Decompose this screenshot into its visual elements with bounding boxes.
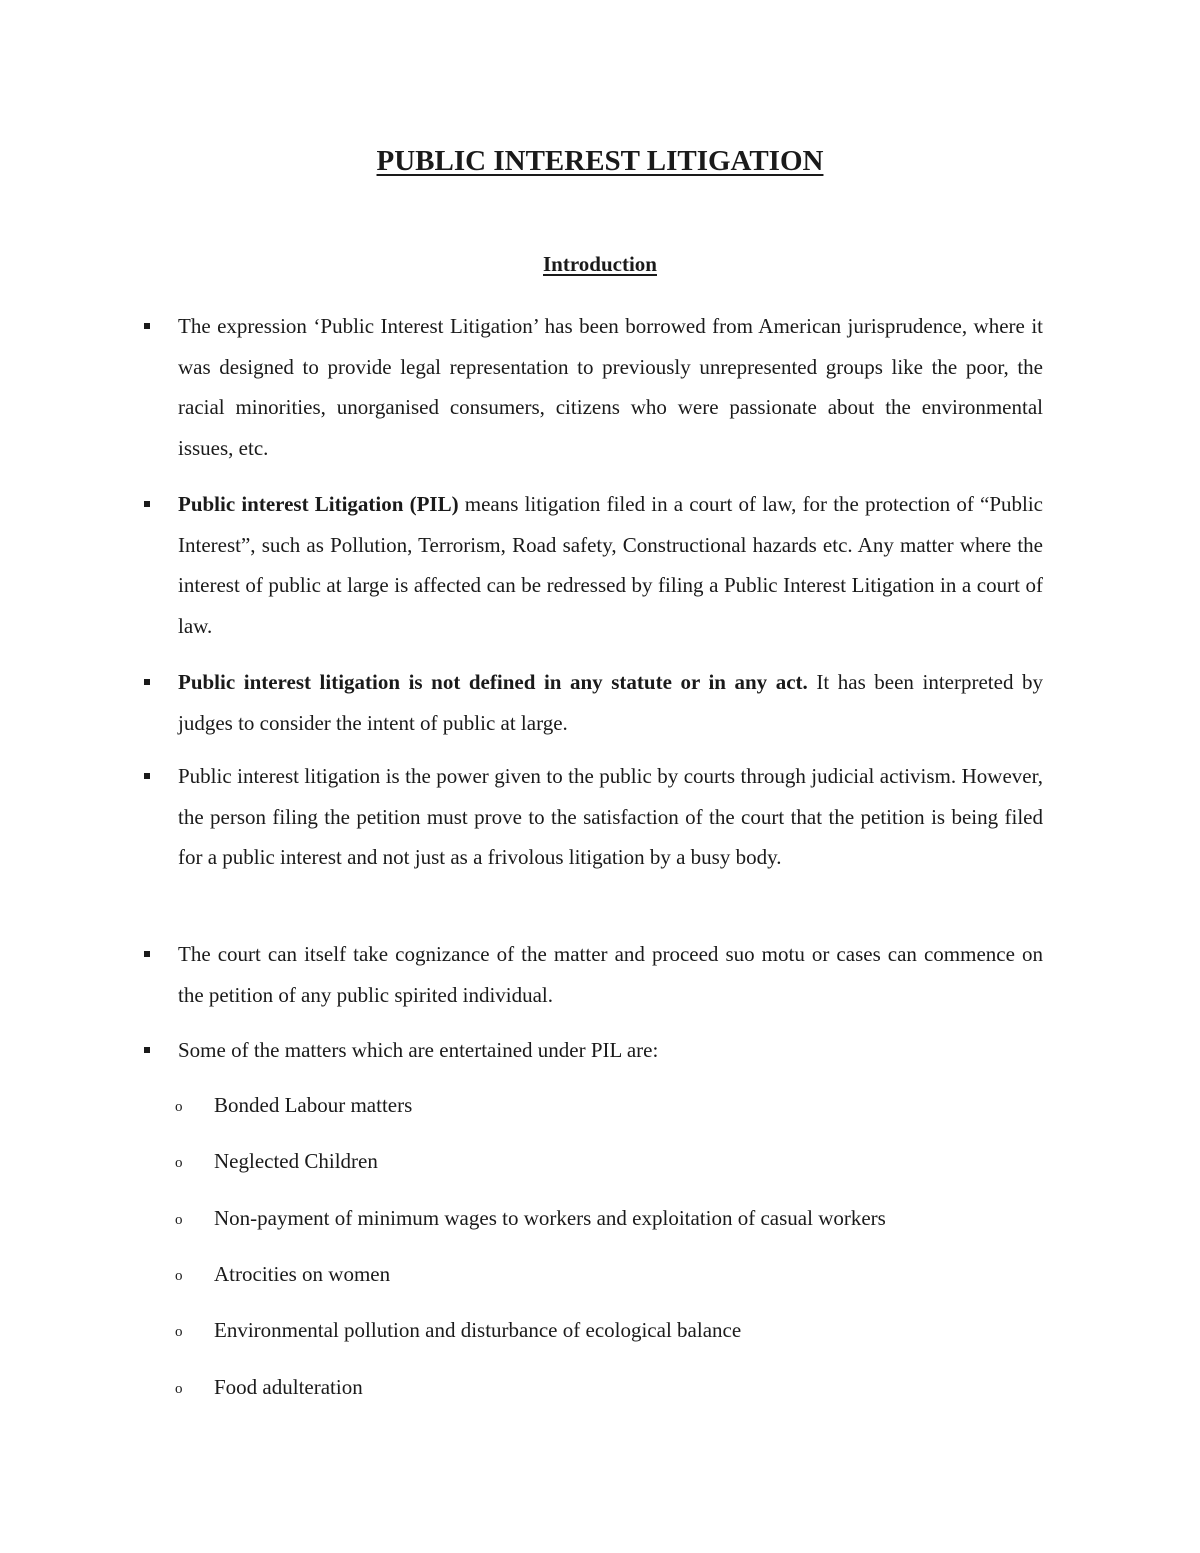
square-bullet-icon <box>144 501 150 507</box>
sub-list-item <box>175 1085 1044 1126</box>
list-item <box>178 1030 1043 1071</box>
bullet-text: Some of the matters which are entertained under PIL are: <box>178 1038 659 1062</box>
bullet-text: The expression ‘Public Interest Litigation’ has been borrowed from American jurisprudence, where it was designed to provide legal representation to previously unrepresented groups like the poor, the racial minorities, unorganised consumers, citizens who were passionate about the environmental issues, etc. <box>178 314 1043 461</box>
sub-list-item <box>175 1198 1044 1239</box>
sub-bullet-text: Environmental pollution and disturbance of ecological balance <box>214 1318 742 1342</box>
bullet-bold-lead: Public interest Litigation (PIL) <box>178 492 459 516</box>
bullet-text: The court can itself take cognizance of the matter and proceed suo motu or cases can commence on the petition of any public spirited individual. <box>178 942 1043 1007</box>
square-bullet-icon <box>144 323 150 329</box>
list-item <box>178 662 1043 743</box>
circle-bullet-icon: o <box>175 1381 183 1397</box>
square-bullet-icon <box>144 679 150 685</box>
sub-list-item <box>175 1310 1044 1351</box>
sub-bullet-text: Atrocities on women <box>214 1262 391 1286</box>
bullet-text: Public interest litigation is the power given to the public by courts through judicial activism. However, the person filing the petition must prove to the satisfaction of the court that the petition is being filed for a public interest and not just as a frivolous litigation by a busy body. <box>178 764 1043 870</box>
square-bullet-icon <box>144 1047 150 1053</box>
square-bullet-icon <box>144 951 150 957</box>
sub-bullet-text: Food adulteration <box>214 1375 363 1399</box>
bullet-bold-lead: Public interest litigation is not defined in any statute or in any act. <box>178 670 808 694</box>
bullet-text: means litigation filed in a court of law, for the protection of “Public Interest”, such as Pollution, Terrorism, Road safety, Constructional hazards etc. Any matter where the interest of public at large is affected can be redressed by filing a Public Interest Litigation in a court of law. <box>178 492 1043 639</box>
list-item <box>178 934 1043 1015</box>
document-title: PUBLIC INTEREST LITIGATION <box>376 145 824 177</box>
circle-bullet-icon: o <box>175 1324 183 1340</box>
sub-list-item <box>175 1254 1044 1295</box>
sub-bullet-text: Bonded Labour matters <box>214 1093 413 1117</box>
list-item <box>178 484 1043 647</box>
circle-bullet-icon: o <box>175 1268 183 1284</box>
sub-list-item <box>175 1367 1044 1408</box>
sub-bullet-text: Non-payment of minimum wages to workers and exploitation of casual workers <box>214 1206 886 1230</box>
square-bullet-icon <box>144 773 150 779</box>
section-heading: Introduction <box>543 252 657 276</box>
bullet-text: It has been interpreted by judges to consider the intent of public at large. <box>178 670 1043 735</box>
list-item <box>178 306 1043 469</box>
circle-bullet-icon: o <box>175 1099 183 1115</box>
sub-bullet-text: Neglected Children <box>214 1149 378 1173</box>
sub-list-item <box>175 1141 1044 1182</box>
circle-bullet-icon: o <box>175 1212 183 1228</box>
list-item <box>178 756 1043 878</box>
circle-bullet-icon: o <box>175 1155 183 1171</box>
